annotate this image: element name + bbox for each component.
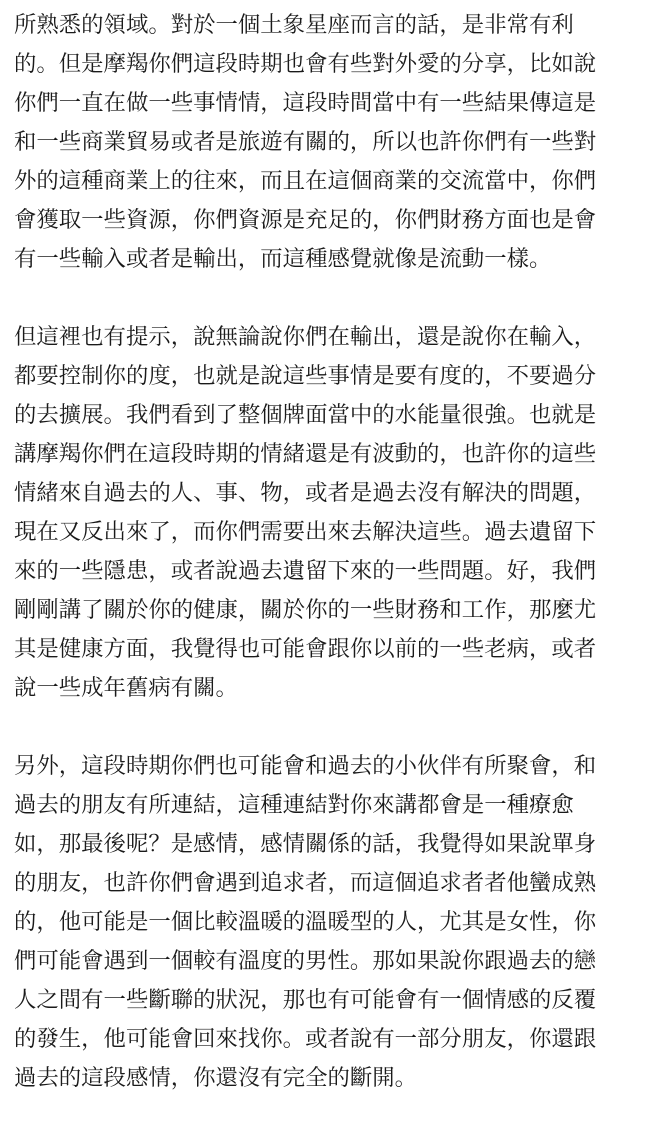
text-line: 但這裡也有提示，說無論說你們在輸出，還是說你在輸入， bbox=[14, 324, 597, 350]
text-line: 的，他可能是一個比較溫暖的溫暖型的人，尤其是女性，你 bbox=[14, 909, 597, 935]
text-line: 的朋友，也許你們會遇到追求者，而這個追求者者他蠻成熟 bbox=[14, 870, 597, 896]
text-line: 的。但是摩羯你們這段時期也會有些對外愛的分享，比如說 bbox=[14, 51, 597, 77]
text-line: 另外，這段時期你們也可能會和過去的小伙伴有所聚會，和 bbox=[14, 753, 597, 779]
text-line: 講摩羯你們在這段時期的情緒還是有波動的，也許你的這些 bbox=[14, 441, 597, 467]
text-line: 的去擴展。我們看到了整個牌面當中的水能量很強。也就是 bbox=[14, 402, 597, 428]
text-line: 你們一直在做一些事情情，這段時間當中有一些結果傳這是 bbox=[14, 90, 597, 116]
text-line: 的發生，他可能會回來找你。或者說有一部分朋友，你還跟 bbox=[14, 1026, 597, 1052]
paragraph-3 bbox=[14, 747, 654, 1098]
text-line: 如，那最後呢？是感情，感情關係的話，我覺得如果說單身 bbox=[14, 831, 597, 857]
paragraph-2 bbox=[14, 318, 654, 708]
text-line: 過去的這段感情，你還沒有完全的斷開。 bbox=[14, 1065, 418, 1091]
paragraph-1 bbox=[14, 6, 654, 279]
text-line: 情緒來自過去的人、事、物，或者是過去沒有解決的問題， bbox=[14, 480, 597, 506]
text-line: 們可能會遇到一個較有溫度的男性。那如果說你跟過去的戀 bbox=[14, 948, 597, 974]
text-line: 來的一些隱患，或者說過去遺留下來的一些問題。好，我們 bbox=[14, 558, 597, 584]
text-line: 剛剛講了關於你的健康，關於你的一些財務和工作，那麼尤 bbox=[14, 597, 597, 623]
text-line: 都要控制你的度，也就是說這些事情是要有度的，不要過分 bbox=[14, 363, 597, 389]
text-line: 外的這種商業上的往來，而且在這個商業的交流當中，你們 bbox=[14, 168, 597, 194]
text-line: 其是健康方面，我覺得也可能會跟你以前的一些老病，或者 bbox=[14, 636, 597, 662]
text-line: 和一些商業貿易或者是旅遊有關的，所以也許你們有一些對 bbox=[14, 129, 597, 155]
text-line: 現在又反出來了，而你們需要出來去解決這些。過去遺留下 bbox=[14, 519, 597, 545]
text-line: 人之間有一些斷聯的狀況，那也有可能會有一個情感的反覆 bbox=[14, 987, 597, 1013]
text-line: 所熟悉的領域。對於一個土象星座而言的話，是非常有利 bbox=[14, 12, 574, 38]
text-line: 過去的朋友有所連結，這種連結對你來講都會是一種療愈 bbox=[14, 792, 574, 818]
text-line: 有一些輸入或者是輸出，而這種感覺就像是流動一樣。 bbox=[14, 246, 552, 272]
article-body bbox=[14, 6, 654, 1137]
text-line: 說一些成年舊病有關。 bbox=[14, 675, 238, 701]
text-line: 會獲取一些資源，你們資源是充足的，你們財務方面也是會 bbox=[14, 207, 597, 233]
